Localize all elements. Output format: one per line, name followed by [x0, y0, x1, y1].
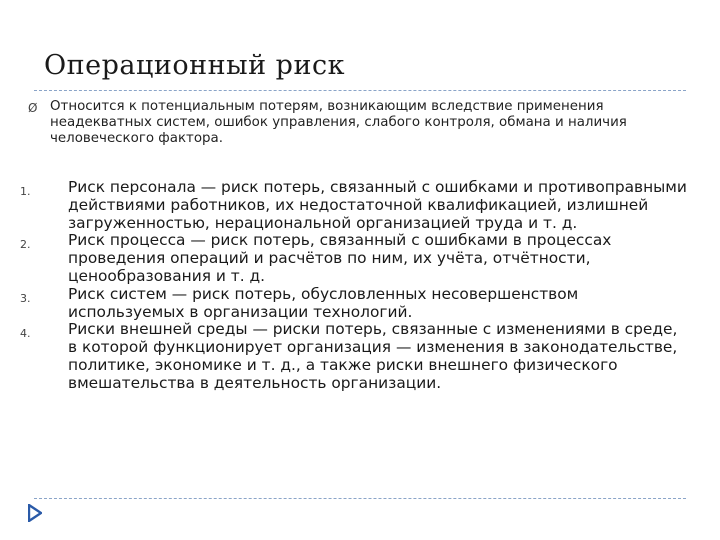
list-item-personnel-risk — [20, 179, 690, 232]
list-number: 4. — [20, 327, 31, 341]
list-item-body — [68, 321, 690, 392]
list-item-text: — риски потерь, связанные с изменениями в среде, в которой функционирует организация — изменения в законодательстве, политике, экономике и т. д., а также риски внешнего физического вмешательства в деятельность организации. — [68, 320, 678, 392]
list-item-body — [68, 286, 690, 322]
intro-paragraph — [28, 99, 678, 147]
list-item-body — [68, 179, 690, 232]
list-item-term: Риск персонала — [68, 178, 196, 196]
intro-bullet: Ø — [28, 101, 38, 115]
triangle-arrow-icon — [28, 504, 42, 522]
risk-list — [20, 179, 690, 393]
list-item-term: Риск процесса — [68, 231, 186, 250]
title-divider — [34, 90, 686, 91]
list-number: 2. — [20, 238, 31, 252]
list-item-external-risk — [20, 321, 690, 392]
intro-text: Относится к потенциальным потерям, возникающим вследствие применения неадекватных систем, ошибок управления, слабого контроля, обмана и наличия человеческого фактора. — [50, 99, 627, 146]
list-item-text: — риск потерь, связанный с ошибками в процессах проведения операций и расчётов по ним, их учёта, отчётности, ценообразования и т. д. — [68, 231, 612, 285]
footer-divider — [34, 498, 686, 499]
list-item-text: — риск потерь, обусловленных несовершенством используемых в организации технологий. — [68, 284, 579, 321]
slide-title: Операционный риск — [44, 50, 345, 81]
list-item-term: Риски внешней среды — [68, 320, 248, 339]
list-number: 1. — [20, 185, 31, 198]
list-item-body — [68, 232, 690, 285]
list-item-systems-risk — [20, 286, 690, 322]
list-item-term: Риск систем — [68, 284, 167, 303]
list-item-text: — риск потерь, связанный с ошибками и противоправными действиями работников, их недостаточной квалификацией, излишней загруженностью, нерациональной организацией труда и т. д. — [68, 178, 687, 232]
list-item-process-risk — [20, 232, 690, 285]
list-number: 3. — [20, 291, 31, 305]
